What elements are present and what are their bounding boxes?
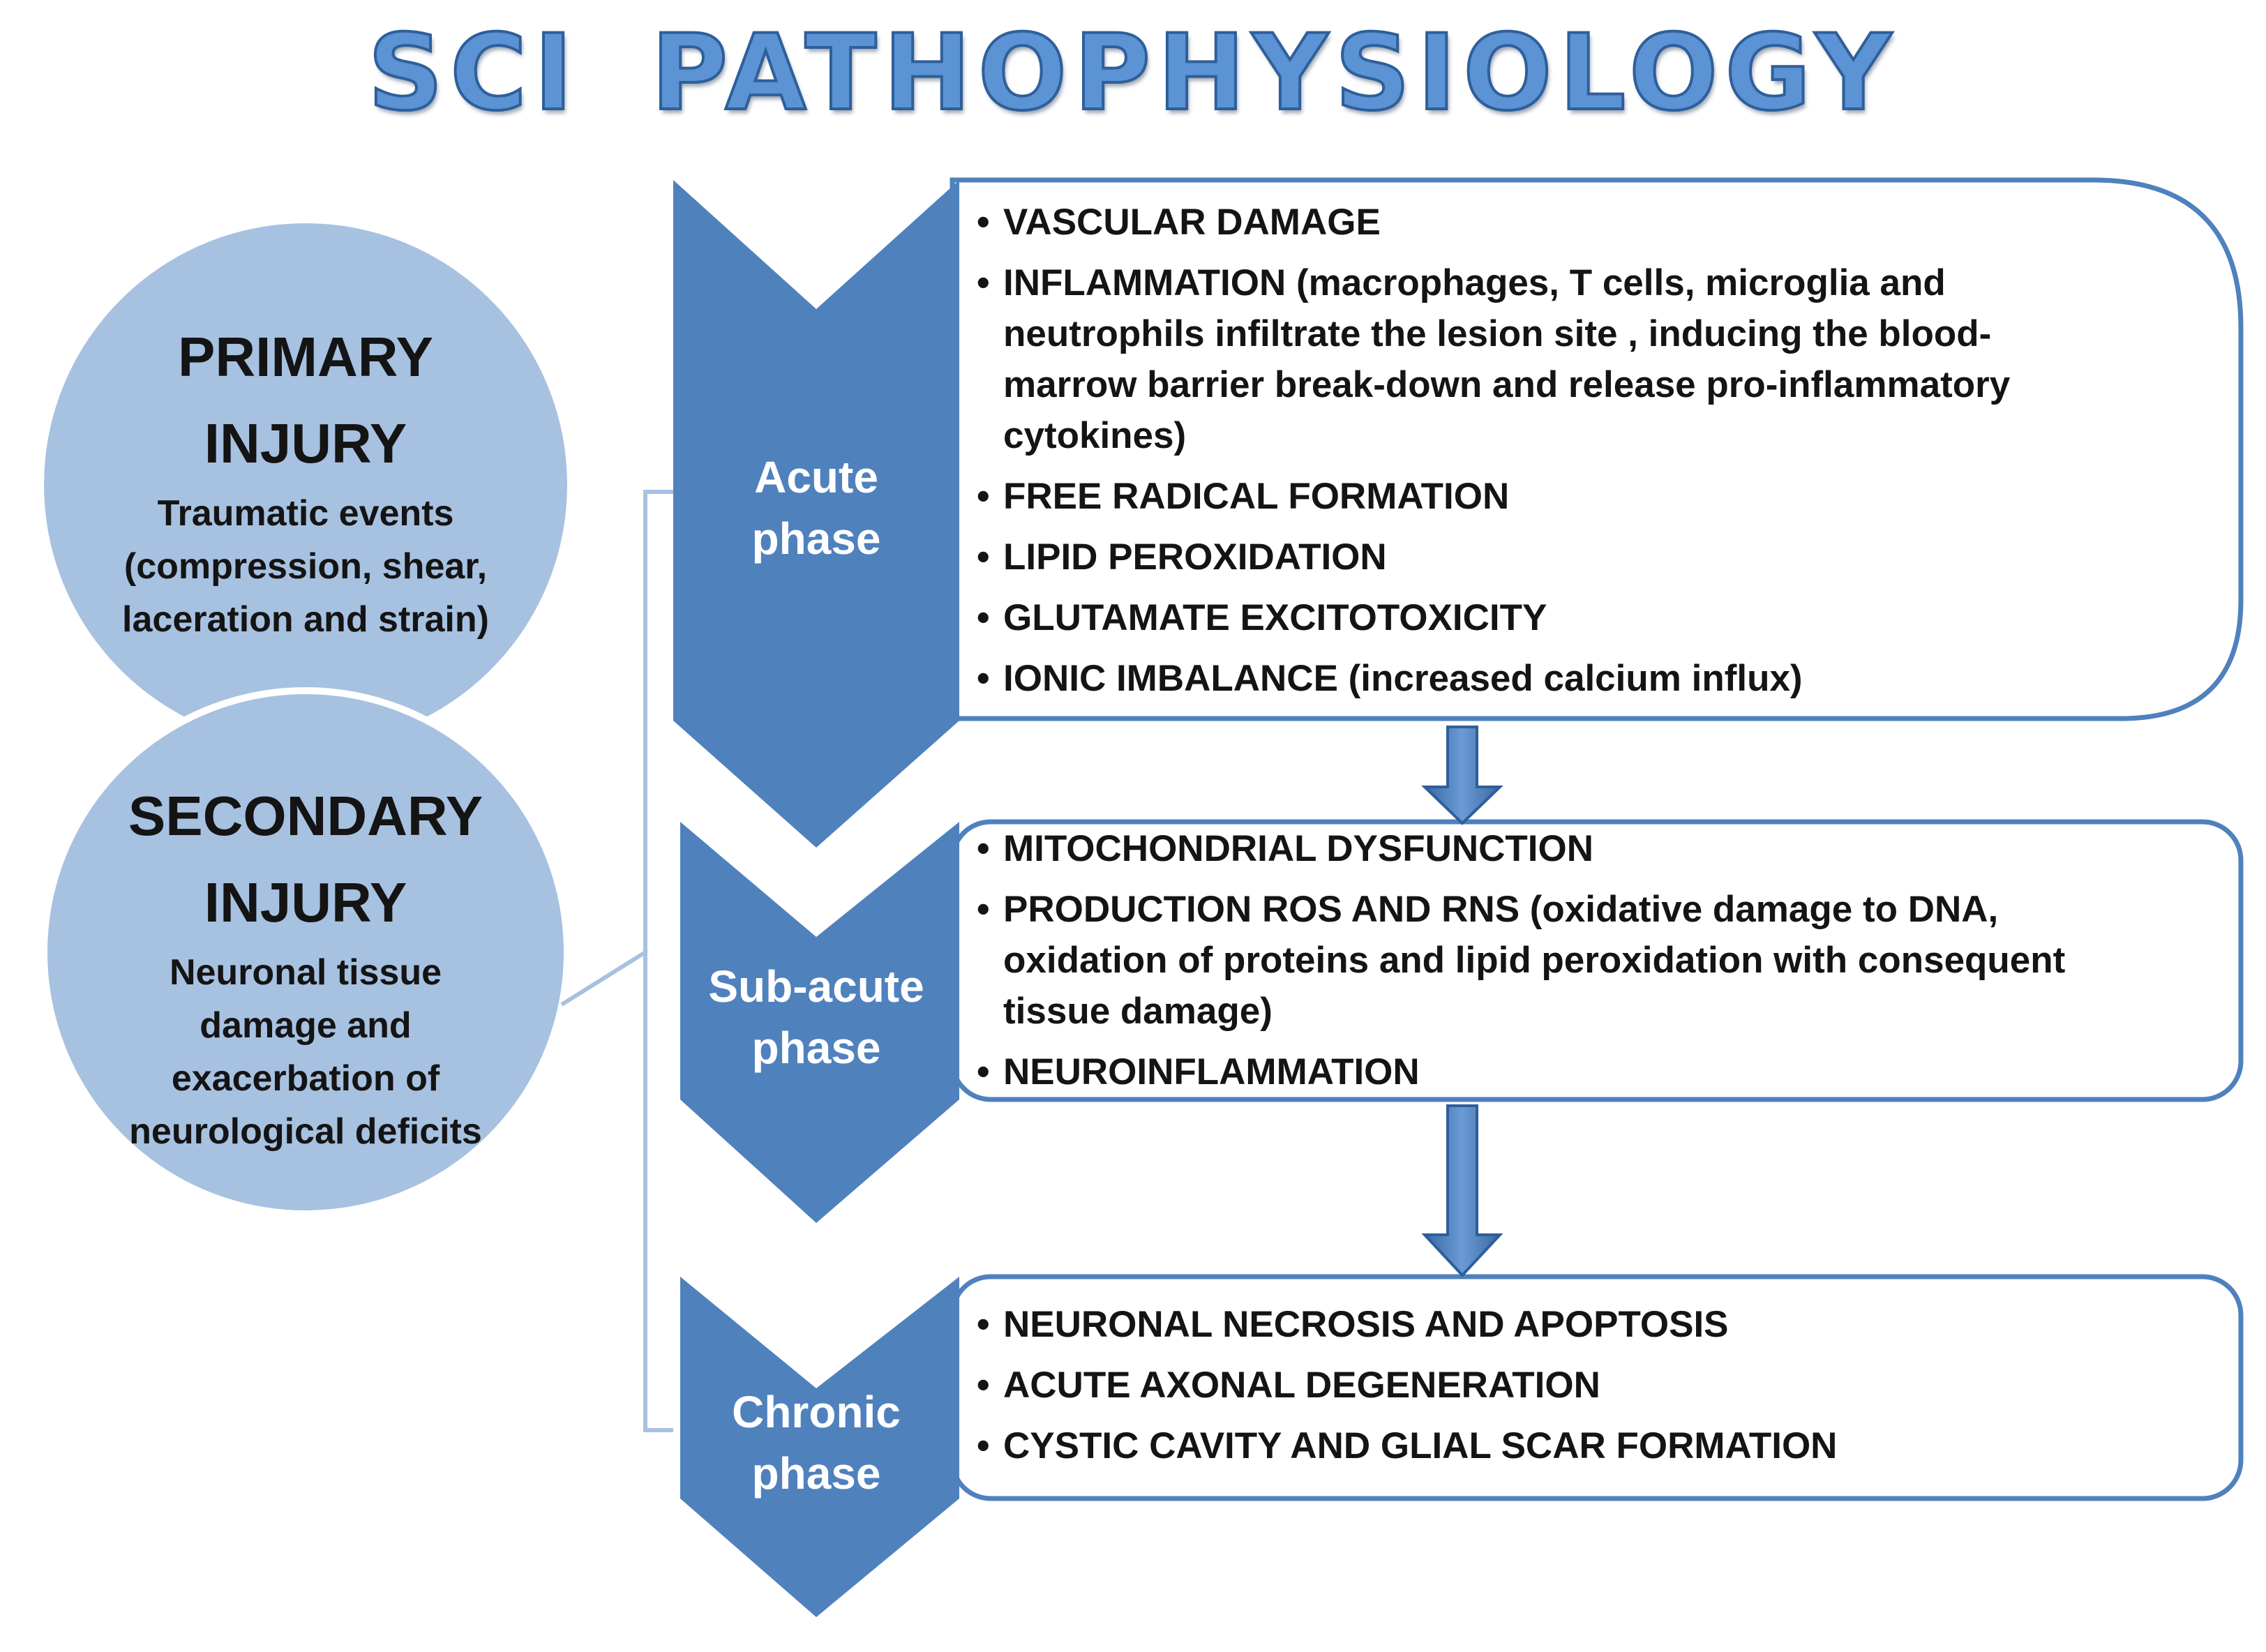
subacute-phase-label-line-1: Sub-acute: [708, 961, 924, 1012]
acute-phase-label-line-1: Acute: [754, 452, 878, 502]
chronic-phase-list: [977, 1299, 2219, 1481]
diagram-title: SCI PATHOPHYSIOLOGY: [368, 13, 1898, 134]
list-item: • INFLAMMATION (macrophages, T cells, microglia and neutrophils infiltrate the lesion site , inducing the blood- marrow barrier break-down and release pro-inflammatory cytokines): [977, 257, 2219, 461]
list-item: • CYSTIC CAVITY AND GLIAL SCAR FORMATION: [977, 1420, 2219, 1471]
secondary-injury-heading-2: INJURY: [204, 871, 407, 933]
acute-phase-list: [977, 197, 2219, 714]
list-item: • ACUTE AXONAL DEGENERATION: [977, 1360, 2219, 1411]
secondary-injury-desc-4: neurological deficits: [129, 1111, 482, 1152]
list-item: • FREE RADICAL FORMATION: [977, 471, 2219, 522]
chronic-phase-label: [698, 1381, 935, 1504]
primary-injury-text: [70, 314, 541, 646]
phase-bracket-connector: [562, 492, 673, 1430]
list-item: • MITOCHONDRIAL DYSFUNCTION: [977, 823, 2226, 874]
subacute-to-chronic-arrow: [1425, 1106, 1500, 1275]
chronic-phase-label-line-2: phase: [751, 1448, 881, 1499]
primary-injury-desc-3: laceration and strain): [122, 599, 489, 640]
secondary-injury-desc-1: Neuronal tissue: [169, 952, 442, 993]
secondary-injury-desc-3: exacerbation of: [171, 1058, 440, 1099]
primary-injury-desc-2: (compression, shear,: [123, 546, 488, 587]
secondary-injury-heading-1: SECONDARY: [128, 785, 483, 847]
list-item: • NEURONAL NECROSIS AND APOPTOSIS: [977, 1299, 2219, 1350]
primary-injury-heading-2: INJURY: [204, 412, 407, 474]
secondary-injury-text: [70, 773, 541, 1158]
list-item: • IONIC IMBALANCE (increased calcium influx): [977, 653, 2219, 704]
subacute-phase-list: [977, 823, 2226, 1107]
acute-phase-label-line-2: phase: [751, 513, 881, 564]
primary-injury-desc-1: Traumatic events: [157, 493, 454, 534]
list-item: • LIPID PEROXIDATION: [977, 532, 2219, 583]
subacute-phase-label: [687, 956, 945, 1079]
list-item: • GLUTAMATE EXCITOTOXICITY: [977, 592, 2219, 643]
secondary-injury-desc-2: damage and: [200, 1005, 412, 1046]
chronic-phase-label-line-1: Chronic: [732, 1387, 901, 1437]
acute-phase-label: [698, 446, 935, 569]
list-item: • VASCULAR DAMAGE: [977, 197, 2219, 248]
acute-to-subacute-arrow: [1425, 727, 1500, 823]
subacute-phase-label-line-2: phase: [751, 1023, 881, 1073]
primary-injury-heading-1: PRIMARY: [178, 326, 433, 388]
list-item: • PRODUCTION ROS AND RNS (oxidative damage to DNA, oxidation of proteins and lipid peroxidation with consequent tissue damage): [977, 884, 2226, 1037]
list-item: • NEUROINFLAMMATION: [977, 1046, 2226, 1097]
